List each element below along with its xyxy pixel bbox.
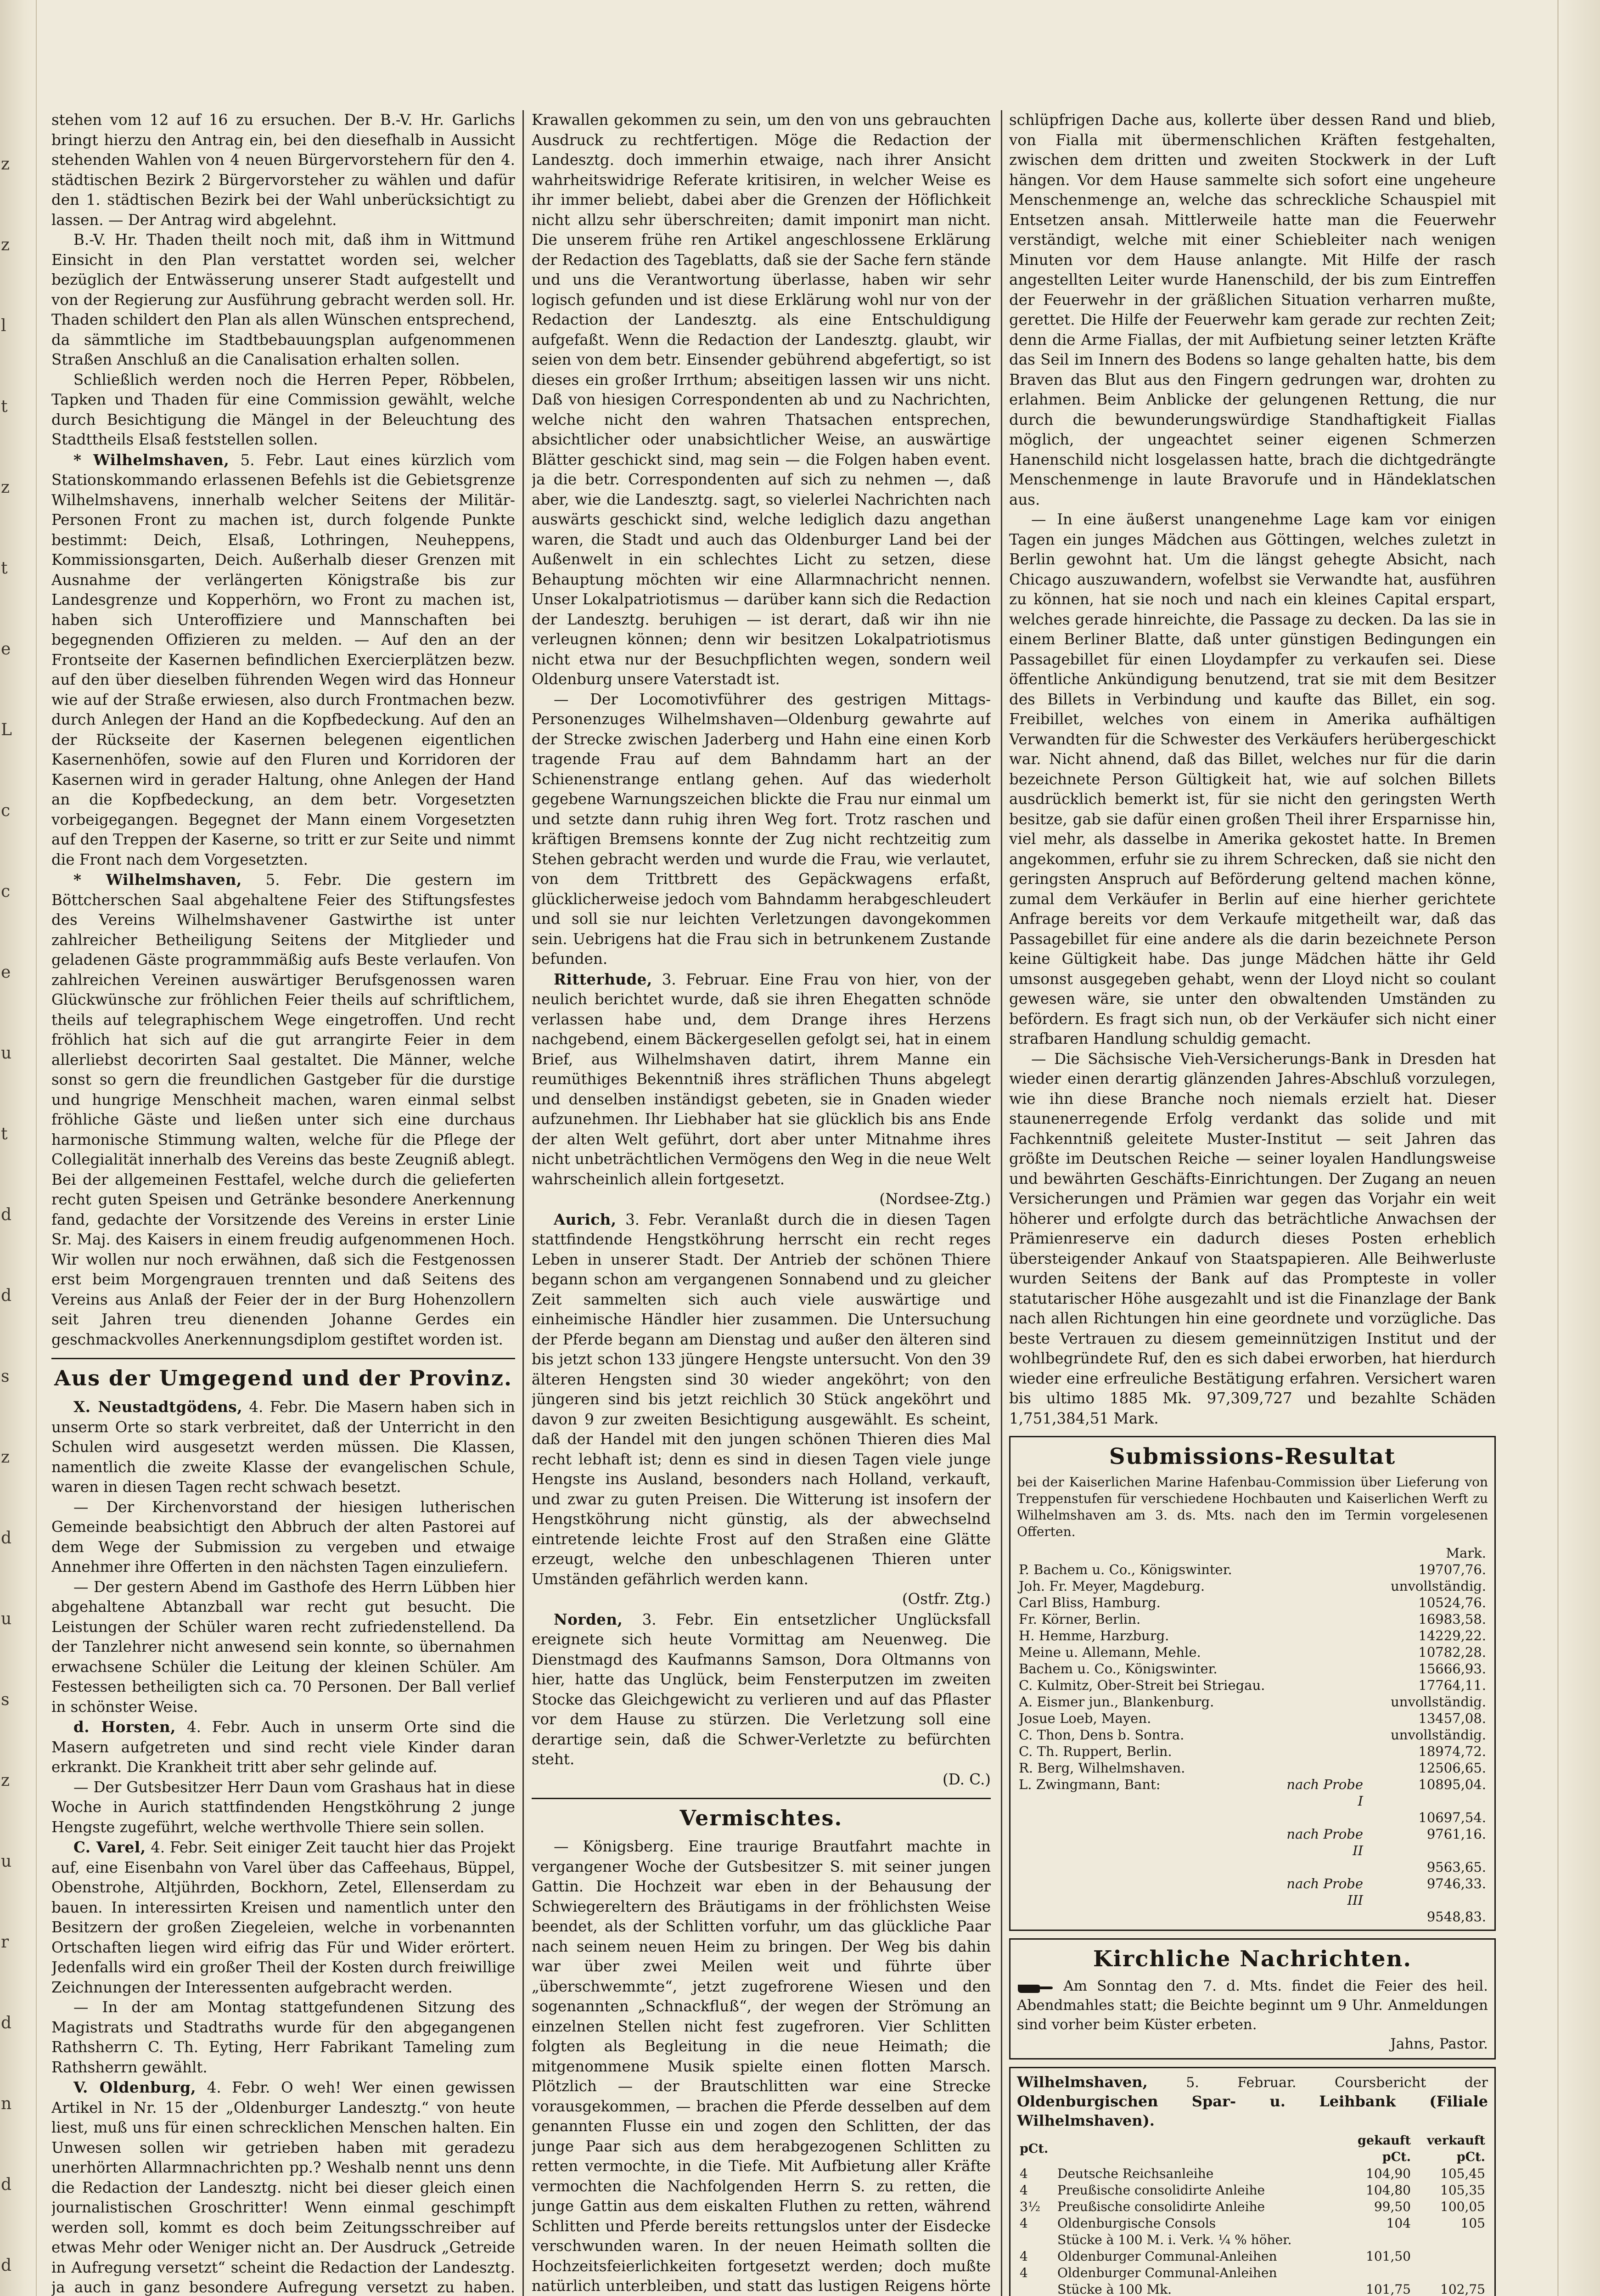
article-paragraph xyxy=(51,1778,515,1838)
submission-value: 15666,93. xyxy=(1418,1661,1486,1677)
bank-security: Stücke à 100 Mk. xyxy=(1057,2282,1172,2296)
bank-rate: 4 xyxy=(1020,2249,1028,2264)
article-paragraph xyxy=(1009,110,1496,510)
submission-value: 10895,04. xyxy=(1418,1777,1486,1792)
bank-col-pct: pCt. xyxy=(1020,2142,1049,2156)
submission-probe xyxy=(1279,1760,1365,1776)
article-text: 4. Febr. Seit einiger Zeit taucht hier das Projekt auf, eine Eisenbahn von Varel über das Caffeehaus, Büppel, Obenstrohe, Altjührden, Bockhorn, Zetel, Ellenserdam zu bauen. In interessirten Kreisen und namentlich unter den Besitzern der großen Ziegeleien, welche in vorbenannten Ortschaften liegen wird eifrig das Für und Wider erörtert. Jedenfalls wird ein großer Theil der Kosten durch freiwillige Zeichnungen der Interessenten aufgebracht werden. xyxy=(51,1839,515,1996)
submission-probe xyxy=(1279,1859,1365,1875)
bank-intro: 5. Februar. Coursbericht der xyxy=(1147,2075,1488,2091)
bank-place: Wilhelmshaven, xyxy=(1017,2073,1148,2091)
submission-probe xyxy=(1279,1710,1365,1727)
source-citation: (Nordsee-Ztg.) xyxy=(879,1190,991,1208)
bank-bought: 104,90 xyxy=(1366,2166,1411,2181)
submission-title: Submissions-Resultat xyxy=(1109,1444,1396,1469)
bank-row xyxy=(1017,2281,1488,2296)
article-text: 5. Febr. Laut eines kürzlich vom Stationskommando erlassenen Befehls ist die Gebietsgrenze Wilhelmshavens, innerhalb welcher Seitens der Militär-Personen Front zu machen ist, durch folgende Punkte bestimmt: Deich, Elsaß, Lothringen, Neuheppens, Kommissionsgarten, Deich. Außerhalb dieser Grenzen mit Ausnahme der verlängerten Königstraße bis zur Landesgrenze und Kopperhörn, wo Front zu machen ist, haben sich Unteroffiziere und Mannschaften bei begegnenden Offizieren zu melden. — Auf den an der Frontseite der Kasernen befindlichen Exercierplätzen bezw. auf den über dieselben führenden Wegen wird das Honneur wie auf der Straße erwiesen, also durch Frontmachen bezw. durch Anlegen der Hand an die Kopfbedeckung. Auf den an der Rückseite der Kasernen belegenen eigentlichen Kasernenhöfen, sowie auf den Fluren und Korridoren der Kasernen wird in gerader Haltung, ohne Anlegen der Hand an die Kopfbedeckung, an dem betr. Vorgesetzten vorbeigegangen. Begegnet der Mann einem Vorgesetzten auf den Treppen der Kaserne, so tritt er zur Seite und nimmt die Front nach dem Vorgesetzten. xyxy=(51,451,515,868)
article-paragraph xyxy=(532,690,991,969)
column-1 xyxy=(51,110,515,2296)
submission-value: 10697,54. xyxy=(1418,1810,1486,1825)
article-dateline: C. Varel, xyxy=(73,1838,146,1856)
bank-rate: 3½ xyxy=(1020,2199,1040,2214)
submission-row xyxy=(1017,1710,1488,1727)
margin-letter: e xyxy=(1,963,11,982)
bank-course-table xyxy=(1017,2133,1488,2296)
submission-value: 18974,72. xyxy=(1418,1744,1486,1759)
article-text: — Königsberg. Eine traurige Brautfahrt machte in vergangener Woche der Gutsbesitzer S. mit seiner jungen Gattin. Die Hochzeit war eben in der Behausung der Schwiegereltern des Bräutigams in der fröhlichsten Weise beendet, als der Schlitten vorfuhr, um das glückliche Paar nach seinem neuen Heim zu bringen. Der Weg bis dahin war über zwei Meilen weit und führte über „überschwemmte“, jetzt zugefrorene Wiesen und den sogenannten „Schnackfluß“, der wegen der Strömung an einzelnen Stellen nicht fest zugefroren. Vier Schlitten folgten als Begleitung in die neue Heimath; die mitgenommene Musik spielte einen flotten Marsch. Plötzlich — der Brautschlitten war eine Strecke vorausgekommen, — brachen die Pferde desselben auf dem genannten Flusse ein und zogen den Schlitten, der das junge Paar sich aus dem herabgezogenen Schlitten zu retten vermochte, in die Tiefe. Mit Aufbietung aller Kräfte vermochten die Nachfolgenden Herrn S. zu retten, die junge Gattin aus dem eiskalten Fluthen zu retten, während Schlitten und Pferde bereits rettungslos unter der Eisdecke verschwunden waren. In der neuen Heimath sollten die Hochzeitsfeierlichkeiten fortgesetzt werden; doch mußte natürlich unterbleiben, und statt das lustigen Reigens hörte xyxy=(532,1838,991,2295)
margin-letter: c xyxy=(1,801,11,820)
article-paragraph xyxy=(51,1998,515,2077)
bank-sold: 100,05 xyxy=(1440,2199,1485,2214)
article-text: — In eine äußerst unangenehme Lage kam vor einigen Tagen ein junges Mädchen aus Göttingen, welches zuletzt in Berlin gewohnt hat. Um die längst gehegte Absicht, nach Chicago auszuwandern, wofelbst sie Verwandte hat, ausführen zu können, hat sie noch und nach ein kleines Capital erspart, welches gerade hinreichte, die Passage zu decken. Da las sie in einem Berliner Blatte, daß unter günstigen Bedingungen ein Passagebillet für einen Lloydampfer zu verkaufen sei. Diese öffentliche Ankündigung benutzend, trat sie mit dem Besitzer des Billets in Verbindung und kaufte das Billet, ein sog. Freibillet, welches von einem in Amerika aufhältigen Verwandten für die Schwester des Verkäufers herübergeschickt war. Nicht ahnend, daß das Billet, welches nur für die darin bezeichnete Person Gültigkeit hat, wie auf solchen Billets ausdrücklich bemerkt ist, für sie nicht den geringsten Werth besitze, gab sie dafür einen großen Theil ihrer Ersparnisse hin, viel mehr, als dasselbe in Amerika gekostet hatte. In Bremen angekommen, erfuhr sie zu ihrem Schrecken, daß sie nicht den geringsten Anspruch auf Beförderung geltend machen könne, zumal dem Verkäufer in Berlin auf eine hierher gerichtete Anfrage bereits vor dem Verkaufe mitgetheilt war, daß das Passagebillet für eine andere als die darin bezeichnete Person keine Gültigkeit habe. Das junge Mädchen hätte ihr Geld umsonst ausgegeben gehabt, wenn der Lloyd nicht so coulant gewesen wäre, sie unter den obwaltenden Umständen zu befördern. Es fragt sich nun, ob der Verkäufer sich nicht einer strafbaren Handlung schuldig gemacht. xyxy=(1009,511,1496,1047)
submission-bidder: Bachem u. Co., Königswinter. xyxy=(1019,1661,1218,1677)
submission-row xyxy=(1017,1875,1488,1908)
article-text: — Der Gutsbesitzer Herr Daun vom Grashaus hat in diese Woche in Aurich stattfindenden Hengstköhrung 2 junge Hengste zugeführt, welche werthvolle Thiere sein sollen. xyxy=(51,1778,515,1836)
article-dateline: V. Oldenburg, xyxy=(73,2078,196,2096)
submission-bidder xyxy=(1017,1859,1279,1875)
margin-letter: u xyxy=(1,1044,12,1063)
article-paragraph xyxy=(51,870,515,1350)
article-text: 3. Februar. Eine Frau von hier, von der neulich berichtet wurde, daß sie ihren Ehegatten schnöde verlassen habe und, dem Drange ihres Herzens nachgebend, einem Bäckergesellen gefolgt sei, hat in einem Brief, aus Wilhelmshaven datirt, ihrem Manne ein reumüthiges Bekenntniß ihres sträflichen Thuns abgelegt und denselben inständigst gebeten, sie in Gnaden wieder aufzunehmen. Ihr Liebhaber hat sie glücklich bis ans Ende der alten Welt geführt, dort aber unter Mitnahme ihres nicht unbeträchtlichen Vermögens den Weg in die neue Welt wahrscheinlich allein fortgesetzt. xyxy=(532,970,991,1188)
submission-bidder: Josue Loeb, Mayen. xyxy=(1019,1711,1151,1726)
submission-probe xyxy=(1279,1561,1365,1578)
submission-row xyxy=(1017,1677,1488,1694)
submission-row xyxy=(1017,1743,1488,1760)
bank-sold xyxy=(1414,2265,1488,2281)
submission-value: 9761,16. xyxy=(1426,1826,1486,1842)
submission-value: 17764,11. xyxy=(1418,1677,1486,1693)
bank-rate: 4 xyxy=(1020,2216,1028,2231)
submission-bidder: A. Eismer jun., Blankenburg. xyxy=(1019,1694,1214,1710)
bank-sold xyxy=(1414,2248,1488,2265)
submission-row xyxy=(1017,1760,1488,1776)
submission-bidder xyxy=(1017,1875,1279,1908)
submission-probe xyxy=(1279,1743,1365,1760)
margin-letter: t xyxy=(1,1125,8,1143)
submission-row xyxy=(1017,1776,1488,1809)
bank-row xyxy=(1017,2182,1488,2199)
margin-letter: e xyxy=(1,640,11,658)
margin-letter: z xyxy=(1,1771,10,1790)
bank-rate xyxy=(1017,2281,1055,2296)
margin-letter: t xyxy=(1,397,8,416)
bank-rate: 4 xyxy=(1020,2183,1028,2198)
bank-bought: 101,50 xyxy=(1366,2249,1411,2264)
source-citation: (D. C.) xyxy=(943,1770,991,1788)
bank-security: Deutsche Reichsanleihe xyxy=(1057,2166,1214,2181)
submission-bidder: Carl Bliss, Hamburg. xyxy=(1019,1595,1161,1610)
article-text: — Die Sächsische Vieh-Versicherungs-Bank in Dresden hat wieder einen derartig glänzenden Jahres-Abschluß vorzulegen, wie ihn diese Branche noch niemals erzielt hat. Dieser staunenerregende Erfolg verdankt das solide und mit Fachkenntniß geleitete Muster-Institut — seit Jahren das größte im Deutschen Reiche — seiner loyalen Handlungsweise und bewährten Geschäfts-Einrichtungen. Der Zugang an neuen Versicherungen und Prämien war gegen das Vorjahr ein weit höherer und erfolgte durch das beträchtliche Anwachsen der Prämienreserve ein dadurch dieses Posten erheblich übersteigender Ankauf von Staatspapieren. Alle Beihwerluste wurden Seitens der Bank auf das Prompteste in voller statutarischer Höhe ausgezahlt und ist die Finanzlage der Bank nach allen Richtungen hin eine geordnete und vorzügliche. Das beste Vertrauen zu diesem gemeinnützigen Institut und der wohlbegründete Ruf, den es sich dabei erworben, hat hierdurch wieder eine erfreuliche Bestätigung erfahren. Versichert waren bis ultimo 1885 Mk. 97,309,727 und bezahlte Schäden 1,751,384,51 Mark. xyxy=(1009,1050,1496,1427)
margin-fragment-letters xyxy=(1,124,24,2296)
submission-bidder: R. Berg, Wilhelmshaven. xyxy=(1019,1760,1185,1776)
submission-row xyxy=(1017,1611,1488,1627)
submission-row xyxy=(1017,1826,1488,1859)
bank-course-report-box xyxy=(1009,2067,1496,2296)
margin-letter: l xyxy=(1,316,6,335)
bank-rate xyxy=(1017,2232,1055,2248)
bank-name: Oldenburgischen Spar- u. Leihbank (Filiale Wilhelmshaven). xyxy=(1017,2093,1488,2129)
submission-row xyxy=(1017,1578,1488,1594)
margin-letter: z xyxy=(1,1448,10,1467)
submission-row xyxy=(1017,1561,1488,1578)
article-text: 3. Febr. Veranlaßt durch die in diesen Tagen stattfindende Hengstköhrung herrscht ein recht reges Leben in unserer Stadt. Der Antrieb der schönen Thiere begann schon am vergangenen Sonnabend und zu gleicher Zeit sammelten sich auch viele auswärtige und einheimische Händler hier zusammen. Die Untersuchung der Pferde begann am Dienstag und außer den älteren sind bis jetzt schon 133 jüngere Hengste untersucht. Von den 39 älteren Hengsten sind 30 wieder angeköhrt; von den jüngeren sind bis jetzt reichlich 30 Stück angeköhrt und davon 9 zur zweiten Besichtigung ausgewählt. Es scheint, daß der Handel mit den jungen schönen Thieren dies Mal recht lebhaft ist; denn es sind in diesen Tagen viele junge Hengste ins Ausland, besonders nach Holland, verkauft, und zwar zu guten Preisen. Die Witterung ist insofern der Hengstköhrung nicht günstig, als der abwechselnd eintretende leichte Frost auf den Straßen eine Glätte erzeugt, welche den unbeschlagenen Thieren unter Umständen gefährlich werden kann. xyxy=(532,1210,991,1588)
bank-sold: 105 xyxy=(1460,2216,1485,2231)
bank-row xyxy=(1017,2199,1488,2215)
column-rule xyxy=(1001,110,1002,2296)
article-text: — Der Locomotivführer des gestrigen Mittags-Personenzuges Wilhelmshaven—Oldenburg gewahrte auf der Strecke zwischen Jaderberg und Hahn eine einen Korb tragende Frau auf dem Bahndamm hart an der Schienenstrange entlang gehen. Auf das wiederholt gegebene Warnungszeichen blickte die Frau nur einmal um und setzte dann ruhig ihren Weg fort. Trotz raschen und kräftigen Bremsens konnte der Zug nicht rechtzeitig zum Stehen gebracht werden und wurde die Frau, wie verlautet, von dem Trittbrett des Gepäckwagens erfaßt, glücklicherweise jedoch vom Bahndamm herabgeschleudert und soll sie nur leichten Verletzungen davongekommen sein. Uebrigens hat die Frau sich in betrunkenem Zustande befunden. xyxy=(532,690,991,968)
submission-value: 10524,76. xyxy=(1418,1595,1486,1610)
article-paragraph xyxy=(1009,1049,1496,1429)
article-paragraph xyxy=(1009,510,1496,1049)
church-title: Kirchliche Nachrichten. xyxy=(1093,1946,1412,1972)
article-paragraph xyxy=(532,1609,991,1770)
submission-value: 12506,65. xyxy=(1418,1760,1486,1776)
submission-probe: nach Probe I xyxy=(1286,1777,1363,1809)
section-heading: Aus der Umgegend und der Provinz. xyxy=(51,1358,515,1392)
bank-col-bought: gekauft pCt. xyxy=(1358,2133,1411,2164)
article-dateline: * Wilhelmshaven, xyxy=(73,871,242,889)
submission-bidder xyxy=(1017,1908,1279,1925)
article-text: 5. Febr. Die gestern im Böttcherschen Saal abgehaltene Feier des Stiftungsfestes des Vereins Wilhelmshavener Gastwirthe ist unter zahlreicher Betheiligung Seitens der Mitglieder und geladenen Gäste programmmäßig aufs Beste verlaufen. Von zahlreichen Vereinen auswärtiger Berufsgenossen waren Glückwünsche zur fröhlichen Feier theils auf schriftlichem, theils auf telegraphischem Wege eingetroffen. Und recht fröhlich hat sich auf die gut arrangirte Feier in dem allerliebst decorirten Saal gestaltet. Die Männer, welche sonst so gern die freundlichen Gastgeber für die durstige und hungrige Menschheit machen, waren einmal selbst fröhliche Gäste und ließen unter sich eine durchaus harmonische Stimmung walten, welche für die Pflege der Collegialität innerhalb des Vereins das beste Zeugniß ablegt. Bei der allgemeinen Festtafel, welche durch die gelieferten recht guten Speisen und Getränke besondere Anerkennung fand, gedachte der Vorsitzende des Vereins in erster Linie Sr. Maj. des Kaisers in einem freudig aufgenommenen Hoch. Wir wollen nur noch erwähnen, daß sich die Festgenossen erst beim Morgengrauen trennten und daß Seitens des Vereins aus Anlaß der Feier der in der Burg Hohenzollern seit Jahren treu dienenden Johanne Gerdes ein geschmackvolles Anerkennungsdiplom gestiftet worden ist. xyxy=(51,871,515,1348)
bank-sold: 105,45 xyxy=(1440,2166,1485,2181)
article-text: 4. Febr. O weh! Wer einen gewissen Artikel in Nr. 15 der „Oldenburger Landesztg.“ von heute liest, muß uns für einen schrecklichen Menschen halten. Ein Unwesen sollen wir getrieben haben mit geradezu unerhörten Allarmnachrichten pp.? Weshalb nennt uns denn die Redaction der Landesztg. nicht bei dieser gleich einen journalistischen Groschritter! Wenn einmal geschimpft werden soll, kommt es doch beim Zeitungsschreiber auf etwas Mehr oder Weniger nicht an. Der Ausdruck „Getreide in Aufregung versetzt“ scheint die Redaction der Landesztg. ja auch in ganz besondere Aufregung versetzt zu haben. xyxy=(51,2079,515,2296)
article-text: schlüpfrigen Dache aus, kollerte über dessen Rand und blieb, von Fialla mit übermenschlichen Kräften festgehalten, zwischen dem dritten und zweiten Stockwerk in der Luft hängen. Vor dem Hause sammelte sich sofort eine ungeheure Menschenmenge an, welche das schreckliche Schauspiel mit Entsetzen ansah. Mittlerweile hatte man die Feuerwehr verständigt, welche mit einer Schiebleiter nach wenigen Minuten vor dem Hause anlangte. Mit Hilfe der rasch angestellten Leiter wurde Hanenschild, der bis zum Eintreffen der Feuerwehr in der gräßlichen Situation verharren mußte, gerettet. Die Hilfe der Feuerwehr kam gerade zur rechten Zeit; denn die Arme Fiallas, der mit Aufbietung seiner letzten Kräfte das Seil im Innern des Bodens so lange gehalten hatte, bis dem Braven das Blut aus den Fingern gedrungen war, drohten zu erlahmen. Beim Anblicke der gelungenen Rettung, die nur durch die bewunderungswürdige Standhaftigkeit Fiallas möglich, der ungeachtet seiner eigenen Schmerzen Hanenschild nicht losgelassen hatte, brach die dichtgedrängte Menschenmenge in laute Bravorufe und in Händeklatschen aus. xyxy=(1009,111,1496,508)
bank-bought xyxy=(1339,2232,1414,2248)
margin-letter: d xyxy=(1,1286,12,1305)
article-paragraph xyxy=(51,1717,515,1778)
submission-row xyxy=(1017,1727,1488,1743)
article-paragraph xyxy=(51,230,515,370)
submission-value: 16983,58. xyxy=(1418,1611,1486,1627)
bank-sold: 102,75 xyxy=(1440,2282,1485,2296)
submission-results-box xyxy=(1009,1436,1496,1931)
article-paragraph xyxy=(532,110,991,690)
margin-letter: r xyxy=(1,1933,9,1952)
pointing-hand-icon xyxy=(1017,1980,1054,1994)
article-paragraph xyxy=(51,1837,515,1998)
submission-bidder xyxy=(1017,1809,1279,1826)
bank-security: Oldenburger Communal-Anleihen xyxy=(1057,2265,1277,2280)
article-paragraph xyxy=(51,1397,515,1497)
church-body xyxy=(1017,1976,1488,2054)
bank-security: Stücke à 100 M. i. Verk. ¼ % höher. xyxy=(1057,2232,1292,2247)
article-paragraph xyxy=(532,1837,991,2296)
submission-probe xyxy=(1279,1727,1365,1743)
submission-row xyxy=(1017,1809,1488,1826)
submission-probe xyxy=(1279,1644,1365,1660)
bank-sold xyxy=(1414,2232,1488,2248)
bank-rate: 4 xyxy=(1020,2265,1028,2280)
margin-letter: u xyxy=(1,1609,12,1628)
submission-value: 9563,65. xyxy=(1426,1859,1486,1875)
bank-bought: 99,50 xyxy=(1374,2199,1411,2214)
margin-letter: z xyxy=(1,478,10,497)
bank-bought: 104,80 xyxy=(1366,2183,1411,2198)
bank-row xyxy=(1017,2265,1488,2281)
bank-row xyxy=(1017,2232,1488,2248)
submission-value: 13457,08. xyxy=(1418,1711,1486,1726)
bank-row xyxy=(1017,2248,1488,2265)
submission-value: 14229,22. xyxy=(1418,1628,1486,1643)
article-paragraph xyxy=(51,1497,515,1577)
submission-row xyxy=(1017,1594,1488,1611)
margin-letter: t xyxy=(1,559,8,578)
bank-security: Oldenburgische Consols xyxy=(1057,2216,1216,2231)
bank-security: Oldenburger Communal-Anleihen xyxy=(1057,2249,1277,2264)
submission-value: 19707,76. xyxy=(1418,1562,1486,1577)
article-paragraph xyxy=(51,2077,515,2296)
bank-col-sold: verkauft pCt. xyxy=(1426,2133,1485,2164)
submission-bidder: C. Th. Ruppert, Berlin. xyxy=(1019,1744,1172,1759)
bank-row xyxy=(1017,2166,1488,2182)
article-text: — In der am Montag stattgefundenen Sitzung des Magistrats und Stadtraths wurde für den abgegangenen Rathsherrn C. Th. Eyting, Herr Fabrikant Tameling zum Rathsherrn gewählt. xyxy=(51,1998,515,2076)
article-text: B.-V. Hr. Thaden theilt noch mit, daß ihm in Wittmund Einsicht in den Plan verstattet worden sei, welcher bezüglich der Entwässerung unserer Stadt aufgestellt und von der Regierung zur Ausführung gebracht werden soll. Hr. Thaden schildert den Plan als allen Wünschen entsprechend, da sämmtliche im Stadtbebauungsplan aufgenommenen Straßen Anschluß an die Canalisation erhalten sollen. xyxy=(51,231,515,368)
article-dateline: Norden, xyxy=(554,1610,623,1628)
submission-row xyxy=(1017,1660,1488,1677)
bank-rate: 4 xyxy=(1020,2166,1028,2181)
column-rule xyxy=(522,110,524,2296)
submission-value: 9548,83. xyxy=(1426,1909,1486,1925)
bank-security: Preußische consolidirte Anleihe xyxy=(1057,2183,1265,2198)
article-text: Schließlich werden noch die Herren Peper, Röbbelen, Tapken und Thaden für eine Commission gewählt, welche durch Besichtigung die Mängel in der Beleuchtung des Stadttheils Elsaß feststellen sollen. xyxy=(51,371,515,448)
submission-intro: bei der Kaiserlichen Marine Hafenbau-Commission über Lieferung von Treppenstufen für verschiedene Hochbauten und Kaiserlichen Werft zu Wilhelmshaven am 3. ds. Mts. nach den im Termin vorgelesenen Offerten. xyxy=(1017,1474,1488,1539)
margin-letter: d xyxy=(1,1205,12,1224)
submission-probe: nach Probe III xyxy=(1286,1876,1363,1908)
submission-value: unvollständig. xyxy=(1391,1578,1486,1594)
bank-bought: 101,75 xyxy=(1366,2282,1411,2296)
margin-letter: s xyxy=(1,1367,10,1386)
bank-bought: 104 xyxy=(1386,2216,1411,2231)
submission-unit: Mark. xyxy=(1446,1545,1486,1561)
margin-letter: z xyxy=(1,155,10,174)
submission-probe xyxy=(1279,1660,1365,1677)
article-paragraph xyxy=(51,450,515,870)
margin-letter: n xyxy=(1,2094,12,2113)
margin-letter: d xyxy=(1,2014,12,2032)
submission-row xyxy=(1017,1644,1488,1660)
article-text: — Der Kirchenvorstand der hiesigen lutherischen Gemeinde beabsichtigt den Abbruch der alten Pastorei auf dem Wege der Submission zu vergeben und etwaige Annehmer ihre Offerten in den nächsten Tagen einzuliefern. xyxy=(51,1498,515,1576)
submission-bidder xyxy=(1017,1826,1279,1859)
church-notice-text: Am Sonntag den 7. d. Mts. findet die Feier des heil. Abendmahles statt; die Beichte beginnt um 9 Uhr. Anmeldungen sind vorher beim Küster erbeten. xyxy=(1017,1978,1488,2033)
submission-bidder: Fr. Körner, Berlin. xyxy=(1019,1611,1141,1627)
article-text: — Der gestern Abend im Gasthofe des Herrn Lübben hier abgehaltene Abtanzball war recht gut besucht. Die Leistungen der Schüler waren recht zufriedenstellend. Da der Tanzlehrer nicht anwesend sein konnte, so übernahmen erwachsene Schüler die Leitung der kleinen Schüler. Am Festessen betheiligten sich ca. 70 Personen. Der Ball verlief in schönster Weise. xyxy=(51,1578,515,1716)
church-signature: Jahns, Pastor. xyxy=(1390,2036,1488,2052)
article-text: 4. Febr. Die Masern haben sich in unserm Orte so stark verbreitet, daß der Unterricht in den Schulen wird ausgesetzt werden müssen. Die Klassen, namentlich die zweite Klasse der evangelischen Schule, waren in diesen Tagen recht schwach besetzt. xyxy=(51,1398,515,1496)
submission-bidder: C. Kulmitz, Ober-Streit bei Striegau. xyxy=(1019,1677,1265,1693)
section-heading: Vermischtes. xyxy=(532,1798,991,1832)
church-notices-box xyxy=(1009,1938,1496,2060)
margin-letter: d xyxy=(1,1529,12,1548)
submission-probe xyxy=(1279,1694,1365,1710)
margin-letter: c xyxy=(1,882,11,901)
bank-sold: 105,35 xyxy=(1440,2183,1485,2198)
article-text: stehen vom 12 auf 16 zu ersuchen. Der B.-V. Hr. Garlichs bringt hierzu den Antrag ein, bei den diesefhalb in Aussicht stehenden Wahlen von 4 neuen Bürgervorstehern für den 4. städtischen Bezirk 2 Bürgervorsteher zu wählen und dafür den 1. städtischen Bezirk bei der Wahl unberücksichtigt zu lassen. — Der Antrag wird abgelehnt. xyxy=(51,111,515,229)
submission-value: 10782,28. xyxy=(1418,1644,1486,1660)
submission-value: unvollständig. xyxy=(1391,1727,1486,1743)
margin-letter: d xyxy=(1,2175,12,2194)
submission-row xyxy=(1017,1627,1488,1644)
margin-letter: z xyxy=(1,236,10,254)
submission-row xyxy=(1017,1859,1488,1875)
article-paragraph xyxy=(51,370,515,450)
submission-bidder: H. Hemme, Harzburg. xyxy=(1019,1628,1169,1643)
article-text: 4. Febr. Auch in unserm Orte sind die Masern aufgetreten und sind recht viele Kinder daran erkrankt. Die Krankheit tritt aber sehr gelinde auf. xyxy=(51,1718,515,1776)
submission-probe xyxy=(1279,1627,1365,1644)
article-dateline: X. Neustadtgödens, xyxy=(73,1398,243,1416)
margin-letter: L xyxy=(1,720,12,739)
column-2 xyxy=(532,110,991,2296)
submission-row xyxy=(1017,1908,1488,1925)
article-dateline: Ritterhude, xyxy=(554,970,652,988)
right-page-edge xyxy=(1557,0,1600,2296)
submission-probe xyxy=(1279,1677,1365,1694)
submission-probe: nach Probe II xyxy=(1286,1826,1363,1858)
bank-bought xyxy=(1339,2265,1414,2281)
submission-probe xyxy=(1279,1809,1365,1826)
margin-letter: s xyxy=(1,1690,10,1709)
margin-letter: u xyxy=(1,1852,12,1871)
submission-value: 9746,33. xyxy=(1426,1876,1486,1891)
article-paragraph xyxy=(51,110,515,230)
column-3-articles xyxy=(1009,110,1496,1429)
article-text: Krawallen gekommen zu sein, um den von uns gebrauchten Ausdruck zu rechtfertigen. Möge die Redaction der Landesztg. doch immerhin etwaige, nach ihrer Ansicht wahrheitswidrige Referate kritisiren, in welcher Weise es ihr immer beliebt, dabei aber die Grenzen der Höflichkeit nicht allzu sehr überschreiten; damit imponirt man nicht. Die unserem frühe ren Artikel angeschlossene Erklärung der Redaction des Tageblatts, daß sie der Sache fern stände und uns die Verantwortung überlasse, haben wir sehr logisch gefunden und ist diese Erklärung wohl nur von der Redaction der Landesztg. als eine Entschuldigung aufgefaßt. Wenn die Redaction der Landesztg. glaubt, wir seien von dem betr. Einsender gebührend abgefertigt, so ist dieses ein großer Irrthum; abseitigen lassen wir uns nicht. Daß von hiesigen Correspondenten ab und zu Nachrichten, welche nicht den wahren Thatsachen entsprechen, absichtlicher oder unabsichtlicher Weise, an auswärtige Blätter geschickt sind, mag sein — die Folgen haben event. ja die betr. Correspondenten auf sich zu nehmen —, daß aber, wie die Landesztg. sagt, so vielerlei Nachrichten nach auswärts geschickt sind, welche lediglich dazu angethan waren, die Stadt und auch das Oldenburger Land bei der Außenwelt in ein schlechtes Licht zu setzen, diese Behauptung möchten wir eine Allarmnachricht nennen. Unser Lokalpatriotismus — darüber kann sich die Redaction der Landesztg. beruhigen — ist derart, daß wir ihn nie verleugnen können; denn wir besitzen Lokalpatriotismus nicht etwa nur der Besuchpflichten wegen, sondern weil Oldenburg unsere Vaterstadt ist. xyxy=(532,111,991,688)
submission-probe xyxy=(1279,1611,1365,1627)
submission-row xyxy=(1017,1694,1488,1710)
article-text: 3. Febr. Ein entsetzlicher Unglücksfall ereignete sich heute Vormittag am Neuenweg. Die Dienstmagd des Kaufmanns Samson, Dora Oltmanns von hier, hatte das Unglück, beim Fensterputzen im zweiten Stocke das Gleichgewicht zu verlieren und auf das Pflaster vor dem Hause zu stürzen. Die Verletzung soll eine derartige sein, daß die Schwer-Verletzte zu befürchten steht. xyxy=(532,1610,991,1768)
article-dateline: Aurich, xyxy=(554,1210,617,1228)
bank-heading xyxy=(1017,2073,1488,2131)
submission-bidder: Meine u. Allemann, Mehle. xyxy=(1019,1644,1201,1660)
submission-probe xyxy=(1279,1908,1365,1925)
article-paragraph xyxy=(532,1210,991,1590)
submission-bidder: C. Thon, Dens b. Sontra. xyxy=(1019,1727,1185,1743)
article-dateline: * Wilhelmshaven, xyxy=(73,450,230,469)
column-3 xyxy=(1009,110,1496,2296)
article-paragraph xyxy=(532,969,991,1190)
submission-bidder: L. Zwingmann, Bant: xyxy=(1019,1777,1161,1792)
submission-table xyxy=(1017,1545,1488,1925)
submission-value: unvollständig. xyxy=(1391,1694,1486,1710)
bank-row xyxy=(1017,2215,1488,2232)
margin-letter: d xyxy=(1,2256,12,2275)
article-paragraph xyxy=(51,1577,515,1717)
submission-bidder: Joh. Fr. Meyer, Magdeburg. xyxy=(1019,1578,1205,1594)
left-page-edge xyxy=(0,0,37,2296)
submission-bidder: P. Bachem u. Co., Königswinter. xyxy=(1019,1562,1232,1577)
submission-probe xyxy=(1279,1594,1365,1611)
bank-security: Preußische consolidirte Anleihe xyxy=(1057,2199,1265,2214)
article-dateline: d. Horsten, xyxy=(73,1718,176,1736)
source-citation: (Ostfr. Ztg.) xyxy=(902,1590,991,1608)
submission-probe xyxy=(1279,1578,1365,1594)
